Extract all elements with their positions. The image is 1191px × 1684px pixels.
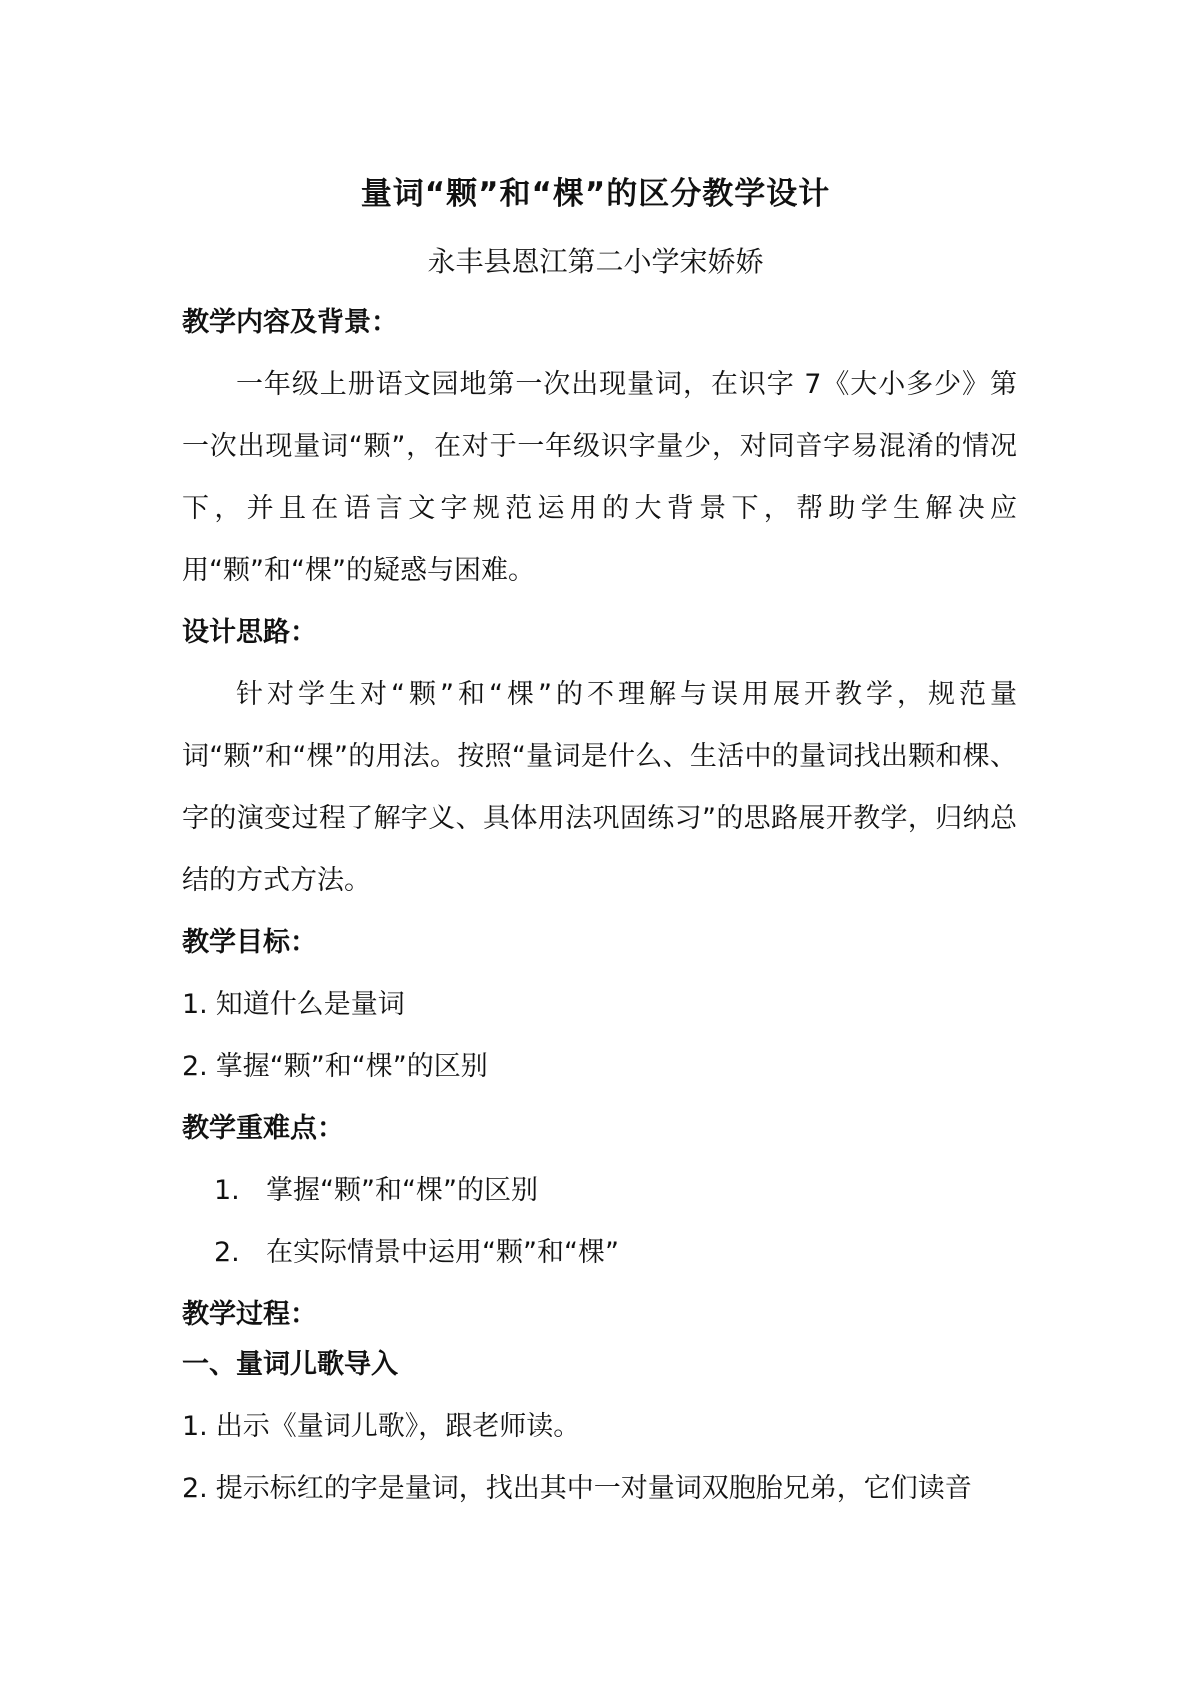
list-number: 2. — [182, 1473, 208, 1504]
list-item — [182, 1222, 1017, 1284]
section-heading-design: 设计思路： — [182, 617, 317, 648]
section-heading-key-points: 教学重难点： — [182, 1113, 344, 1144]
list-text: 掌握“颗”和“棵”的区别 — [215, 1051, 488, 1082]
list-text: 出示《量词儿歌》，跟老师读。 — [215, 1411, 581, 1442]
list-item — [182, 1160, 1017, 1222]
list-number: 2. — [214, 1237, 240, 1268]
list-text: 提示标红的字是量词，找出其中一对量词双胞胎兄弟，它们读音 — [215, 1473, 972, 1504]
list-number: 1. — [182, 1411, 208, 1442]
list-text: 知道什么是量词 — [215, 989, 405, 1020]
section-subheading-intro: 一、量词儿歌导入 — [182, 1349, 398, 1380]
list-number: 1. — [214, 1175, 240, 1206]
document-title: 量词“颗”和“棵”的区分教学设计 — [360, 176, 831, 212]
list-text: 在实际情景中运用“颗”和“棵” — [266, 1237, 619, 1268]
document-body — [182, 292, 1017, 1520]
list-number: 2. — [182, 1051, 208, 1082]
list-text: 掌握“颗”和“棵”的区别 — [266, 1175, 538, 1206]
list-item — [182, 1036, 1017, 1098]
background-paragraph: 一年级上册语文园地第一次出现量词，在识字 7《大小多少》第一次出现量词“颗”，在对于一年级识字量少，对同音字易混淆的情况下，并且在语言文字规范运用的大背景下，帮助学生解决应用“颗”和“棵”的疑惑与困难。 — [182, 369, 1017, 586]
list-number: 1. — [182, 989, 208, 1020]
list-item — [182, 974, 1017, 1036]
design-paragraph: 针对学生对“颗”和“棵”的不理解与误用展开教学，规范量词“颗”和“棵”的用法。按照“量词是什么、生活中的量词找出颗和棵、字的演变过程了解字义、具体用法巩固练习”的思路展开教学，归纳总结的方式方法。 — [182, 679, 1017, 896]
section-heading-goals: 教学目标： — [182, 927, 317, 958]
section-heading-background: 教学内容及背景： — [182, 307, 398, 338]
list-item — [182, 1458, 1017, 1520]
section-heading-process: 教学过程： — [182, 1299, 317, 1330]
list-item — [182, 1396, 1017, 1458]
document-author: 永丰县恩江第二小学宋娇娇 — [427, 245, 764, 278]
